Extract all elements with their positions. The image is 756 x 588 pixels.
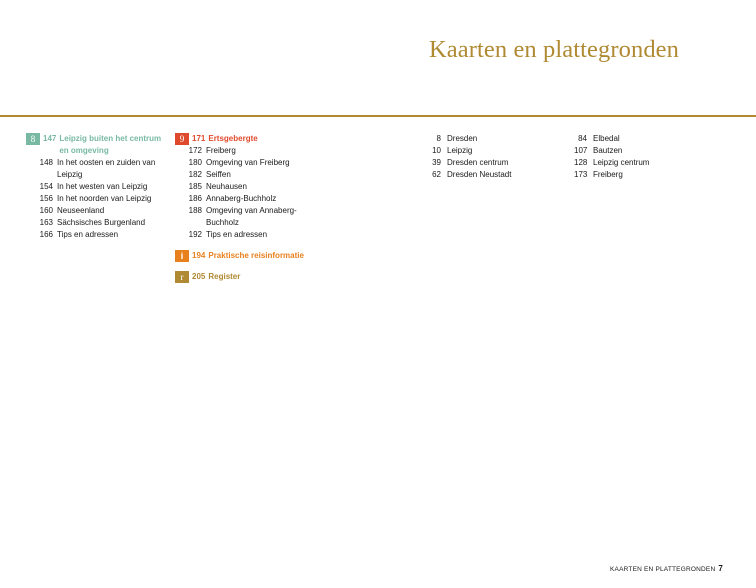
- section-heading-leipzig[interactable]: [26, 133, 166, 157]
- toc-column-leipzig: [26, 133, 166, 241]
- map-label: Leipzig: [447, 146, 473, 155]
- map-page-number: 173: [574, 170, 588, 179]
- toc-entry[interactable]: [26, 181, 166, 193]
- map-page-number: 62: [432, 170, 441, 179]
- entry-label: Omgeving van Annaberg-Buchholz: [206, 206, 297, 227]
- section-page-number: 171: [192, 134, 206, 143]
- entry-label: Freiberg: [206, 146, 236, 155]
- toc-column-erzgebirge: [175, 133, 315, 283]
- section-title: Leipzig buiten het centrum en omgeving: [59, 134, 162, 155]
- section-title: Register: [208, 272, 241, 281]
- map-label: Elbedal: [593, 134, 620, 143]
- map-page-number: 128: [574, 158, 588, 167]
- entry-label: Neuhausen: [206, 182, 247, 191]
- toc-entry[interactable]: [175, 229, 315, 241]
- entry-page-number: 166: [39, 230, 53, 239]
- entry-label: Tips en adressen: [206, 230, 268, 239]
- toc-entry[interactable]: [26, 229, 166, 241]
- page-number: 7: [718, 564, 723, 573]
- toc-entry[interactable]: [175, 145, 315, 157]
- running-footer: [610, 564, 723, 573]
- page-title: Kaarten en plattegronden: [429, 36, 680, 63]
- entry-page-number: 148: [39, 158, 53, 167]
- map-page-number: 10: [432, 146, 441, 155]
- footer-label: KAARTEN EN PLATTEGRONDEN: [610, 566, 716, 573]
- map-page-number: 107: [574, 146, 588, 155]
- header-rule: [0, 115, 756, 117]
- entry-page-number: 188: [188, 206, 202, 215]
- map-entry[interactable]: [429, 145, 549, 157]
- section-page-number: 194: [192, 251, 206, 260]
- entry-label: In het oosten en zuiden van Leipzig: [57, 158, 156, 179]
- toc-entry[interactable]: [26, 157, 166, 181]
- map-entry[interactable]: [574, 157, 694, 169]
- map-label: Dresden: [447, 134, 478, 143]
- map-label: Dresden centrum: [447, 158, 509, 167]
- entry-label: Seiffen: [206, 170, 231, 179]
- toc-entry[interactable]: [26, 205, 166, 217]
- entry-label: In het noorden van Leipzig: [57, 194, 152, 203]
- entry-label: Neuseenland: [57, 206, 105, 215]
- chapter-badge-9: 9: [175, 133, 189, 145]
- map-label: Bautzen: [593, 146, 623, 155]
- entry-page-number: 160: [39, 206, 53, 215]
- section-title: Ertsgebergte: [208, 134, 258, 143]
- toc-entry[interactable]: [175, 205, 315, 229]
- info-icon: i: [175, 250, 189, 262]
- entry-page-number: 180: [188, 158, 202, 167]
- map-page-number: 39: [432, 158, 441, 167]
- toc-entry[interactable]: [175, 169, 315, 181]
- toc-entry[interactable]: [175, 157, 315, 169]
- map-label: Dresden Neustadt: [447, 170, 512, 179]
- entry-label: Sächsisches Burgenland: [57, 218, 146, 227]
- entry-page-number: 192: [188, 230, 202, 239]
- toc-entry[interactable]: [175, 181, 315, 193]
- entry-page-number: 185: [188, 182, 202, 191]
- toc-entry[interactable]: [26, 217, 166, 229]
- map-list-column-1: [429, 133, 549, 181]
- entry-page-number: 186: [188, 194, 202, 203]
- section-heading-info[interactable]: [175, 250, 315, 262]
- entry-label: Annaberg-Buchholz: [206, 194, 277, 203]
- map-entry[interactable]: [574, 169, 694, 181]
- entry-page-number: 156: [39, 194, 53, 203]
- section-title: Praktische reisinformatie: [208, 251, 304, 260]
- entry-label: Tips en adressen: [57, 230, 119, 239]
- section-page-number: 205: [192, 272, 206, 281]
- section-page-number: 147: [43, 134, 57, 143]
- entry-page-number: 182: [188, 170, 202, 179]
- map-entry[interactable]: [429, 169, 549, 181]
- section-heading-erzgebirge[interactable]: [175, 133, 315, 145]
- map-entry[interactable]: [429, 157, 549, 169]
- register-icon: r: [175, 271, 189, 283]
- map-entry[interactable]: [574, 133, 694, 145]
- map-entry[interactable]: [429, 133, 549, 145]
- section-heading-register[interactable]: [175, 271, 315, 283]
- toc-entry[interactable]: [26, 193, 166, 205]
- map-page-number: 84: [578, 134, 587, 143]
- toc-entry[interactable]: [175, 193, 315, 205]
- entry-page-number: 172: [188, 146, 202, 155]
- entry-page-number: 163: [39, 218, 53, 227]
- entry-label: In het westen van Leipzig: [57, 182, 148, 191]
- map-list-column-2: [574, 133, 694, 181]
- chapter-badge-8: 8: [26, 133, 40, 145]
- map-page-number: 8: [436, 134, 441, 143]
- map-label: Freiberg: [593, 170, 623, 179]
- entry-label: Omgeving van Freiberg: [206, 158, 290, 167]
- entry-page-number: 154: [39, 182, 53, 191]
- map-entry[interactable]: [574, 145, 694, 157]
- map-label: Leipzig centrum: [593, 158, 650, 167]
